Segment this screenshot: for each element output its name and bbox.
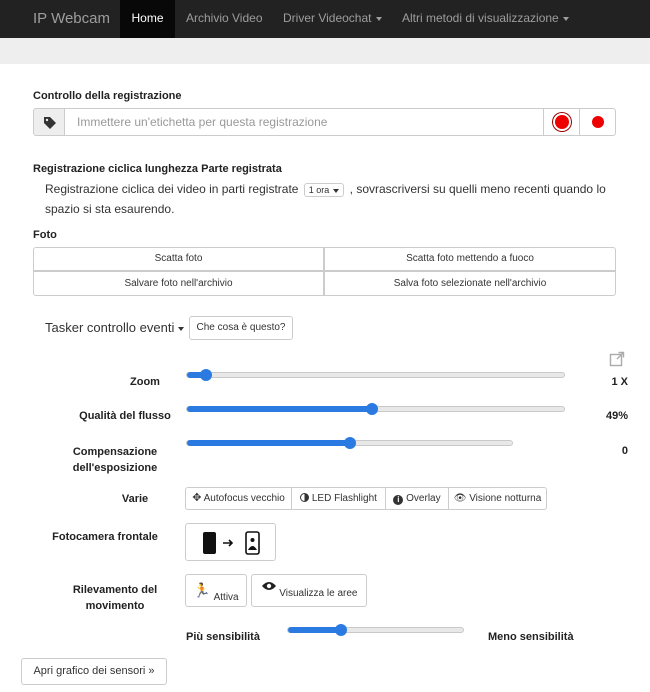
navbar — [0, 0, 650, 38]
info-icon: i — [393, 495, 403, 505]
tag-addon — [33, 108, 65, 136]
exposure-value: 0 — [621, 445, 628, 457]
exposure-slider-handle[interactable] — [344, 437, 356, 449]
save-photo-button[interactable]: Salvare foto nell'archivio — [33, 271, 324, 296]
nav-other[interactable]: Altri metodi di visualizzazione — [402, 0, 569, 38]
tasker-dropdown[interactable]: Tasker controllo eventi — [45, 320, 184, 335]
motion-activate-button[interactable]: 🏃 Attiva — [185, 574, 247, 607]
running-icon: 🏃 — [193, 582, 211, 598]
motion-areas-button[interactable]: Visualizza le aree — [251, 574, 367, 607]
misc-label: Varie — [121, 493, 149, 505]
open-sensors-chart-button[interactable]: Apri grafico dei sensori » — [21, 658, 167, 685]
quality-slider[interactable] — [186, 406, 565, 412]
take-photo-button[interactable]: Scatta foto — [33, 247, 324, 271]
record-button-active[interactable] — [543, 108, 580, 136]
quality-label: Qualità del flusso — [79, 410, 171, 422]
front-camera-label: Fotocamera frontale — [52, 531, 158, 543]
quality-value: 49% — [605, 410, 628, 422]
autofocus-toggle[interactable]: ✥ Autofocus vecchio — [185, 487, 292, 510]
more-sensitivity-label: Più sensibilità — [186, 631, 260, 643]
exposure-slider[interactable] — [186, 440, 513, 446]
cyclic-title: Registrazione ciclica lunghezza Parte registrata — [33, 163, 282, 175]
recording-input-group — [33, 108, 616, 136]
record-button[interactable] — [579, 108, 616, 136]
cyclic-text: Registrazione ciclica dei video in parti registrate 1 ora , sovrascriversi su quelli meno recenti quando lo — [45, 182, 606, 196]
nav-archive[interactable]: Archivio Video — [186, 11, 263, 25]
save-selected-photos-button[interactable]: Salva foto selezionate nell'archivio — [324, 271, 616, 296]
eye-icon — [261, 581, 277, 591]
quality-slider-handle[interactable] — [366, 403, 378, 415]
zoom-label: Zoom — [130, 376, 160, 388]
zoom-slider[interactable] — [186, 372, 565, 378]
caret-down-icon — [178, 327, 184, 331]
photo-title: Foto — [33, 229, 57, 241]
brand[interactable]: IP Webcam — [33, 10, 110, 27]
eye-icon: 👁 — [453, 493, 467, 504]
recording-title: Controllo della registrazione — [33, 90, 182, 102]
recording-label-input[interactable] — [64, 108, 576, 136]
caret-down-icon — [376, 17, 382, 21]
header-band — [0, 38, 650, 64]
move-icon: ✥ — [192, 492, 202, 504]
led-flashlight-toggle[interactable]: LED Flashlight — [291, 487, 386, 510]
exposure-slider-fill — [187, 440, 350, 446]
caret-down-icon — [563, 17, 569, 21]
external-link-icon[interactable] — [609, 351, 625, 367]
record-icon — [592, 116, 604, 128]
nav-home[interactable]: Home — [120, 0, 175, 38]
sensitivity-slider-handle[interactable] — [335, 624, 347, 636]
switch-camera-icon — [186, 524, 277, 562]
sensitivity-slider-fill — [288, 627, 341, 633]
overlay-toggle[interactable]: i Overlay — [385, 487, 449, 510]
sensitivity-slider[interactable] — [287, 627, 464, 633]
caret-down-icon — [333, 189, 339, 193]
zoom-slider-handle[interactable] — [200, 369, 212, 381]
cyclic-text-line2: spazio si sta esaurendo. — [45, 202, 175, 216]
tasker-help-button[interactable]: Che cosa è questo? — [189, 316, 293, 340]
less-sensitivity-label: Meno sensibilità — [488, 631, 574, 643]
exposure-label: Compensazione dell'esposizione — [72, 446, 158, 474]
cyclic-duration-dropdown[interactable]: 1 ora — [304, 183, 345, 197]
nav-driver[interactable]: Driver Videochat — [283, 0, 382, 38]
tag-icon — [43, 116, 57, 130]
zoom-value: 1 X — [611, 376, 628, 388]
front-camera-toggle[interactable] — [185, 523, 276, 561]
take-focused-photo-button[interactable]: Scatta foto mettendo a fuoco — [324, 247, 616, 271]
motion-label: Rilevamento del movimento — [72, 584, 158, 612]
night-vision-toggle[interactable]: 👁 Visione notturna — [448, 487, 547, 510]
contrast-icon — [300, 493, 309, 502]
record-icon — [555, 115, 569, 129]
quality-slider-fill — [187, 406, 372, 412]
